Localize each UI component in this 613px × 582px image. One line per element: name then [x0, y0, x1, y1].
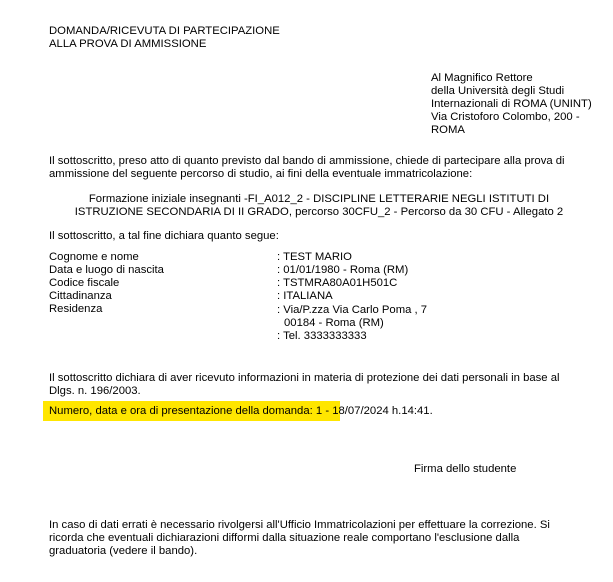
birth-label: Data e luogo di nascita [49, 264, 164, 276]
residence-address: : Via/P.zza Via Carlo Poma , 7 [277, 304, 428, 316]
recipient-address [431, 72, 592, 137]
intro-line-2: ammissione del seguente percorso di studio, ai fini della eventuale immatricolazione: [49, 168, 473, 180]
residence-label: Residenza [49, 303, 103, 315]
title-line-2: ALLA PROVA DI AMMISSIONE [49, 38, 207, 50]
footer-note [49, 519, 550, 558]
declaration-intro: Il sottoscritto, a tal fine dichiara quanto segue: [49, 230, 279, 242]
residence-city: 00184 - Roma (RM) [284, 317, 384, 329]
privacy-line-2: Dlgs. n. 196/2003. [49, 385, 141, 397]
course-line-1: Formazione iniziale insegnanti -FI_A012_2 - DISCIPLINE LETTERARIE NEGLI ISTITUTI DI [88, 193, 550, 205]
course-description [49, 193, 589, 219]
citizenship-value: : ITALIANA [277, 290, 333, 302]
fiscal-code-label: Codice fiscale [49, 277, 120, 289]
recipient-line-1: Al Magnifico Rettore [431, 72, 533, 84]
footer-line-2: ricorda che eventuali dichiarazioni difformi dalla situazione reale comportano l'esclusione dalla [49, 532, 520, 544]
recipient-line-2: della Università degli Studi [431, 85, 565, 97]
intro-paragraph [49, 155, 565, 181]
footer-line-1: In caso di dati errati è necessario rivolgersi all'Ufficio Immatricolazioni per effettuare la correzione. Si [49, 519, 550, 531]
personal-data [49, 251, 469, 346]
document-title [49, 25, 280, 51]
intro-line-1: Il sottoscritto, preso atto di quanto previsto dal bando di ammissione, chiede di partecipare alla prova di [49, 155, 565, 167]
privacy-statement [49, 372, 560, 398]
birth-value: : 01/01/1980 - Roma (RM) [277, 264, 409, 276]
phone-number: : Tel. 3333333333 [277, 330, 367, 342]
recipient-line-5: ROMA [431, 124, 465, 136]
title-line-1: DOMANDA/RICEVUTA DI PARTECIPAZIONE [49, 25, 280, 37]
privacy-line-1: Il sottoscritto dichiara di aver ricevuto informazioni in materia di protezione dei dati personali in base al [49, 372, 560, 384]
course-line-2: ISTRUZIONE SECONDARIA DI II GRADO, percorso 30CFU_2 - Percorso da 30 CFU - Allegato 2 [74, 206, 564, 218]
fiscal-code-value: : TSTMRA80A01H501C [277, 277, 398, 289]
student-signature-label: Firma dello studente [414, 463, 517, 475]
recipient-line-3: Internazionali di ROMA (UNINT) [431, 98, 592, 110]
footer-line-3: graduatoria (vedere il bando). [49, 545, 198, 557]
recipient-line-4: Via Cristoforo Colombo, 200 - [431, 111, 580, 123]
surname-value: : TEST MARIO [277, 251, 352, 263]
citizenship-label: Cittadinanza [49, 290, 112, 302]
surname-label: Cognome e nome [49, 251, 139, 263]
submission-details: Numero, data e ora di presentazione della domanda: 1 - 18/07/2024 h.14:41. [49, 405, 433, 417]
